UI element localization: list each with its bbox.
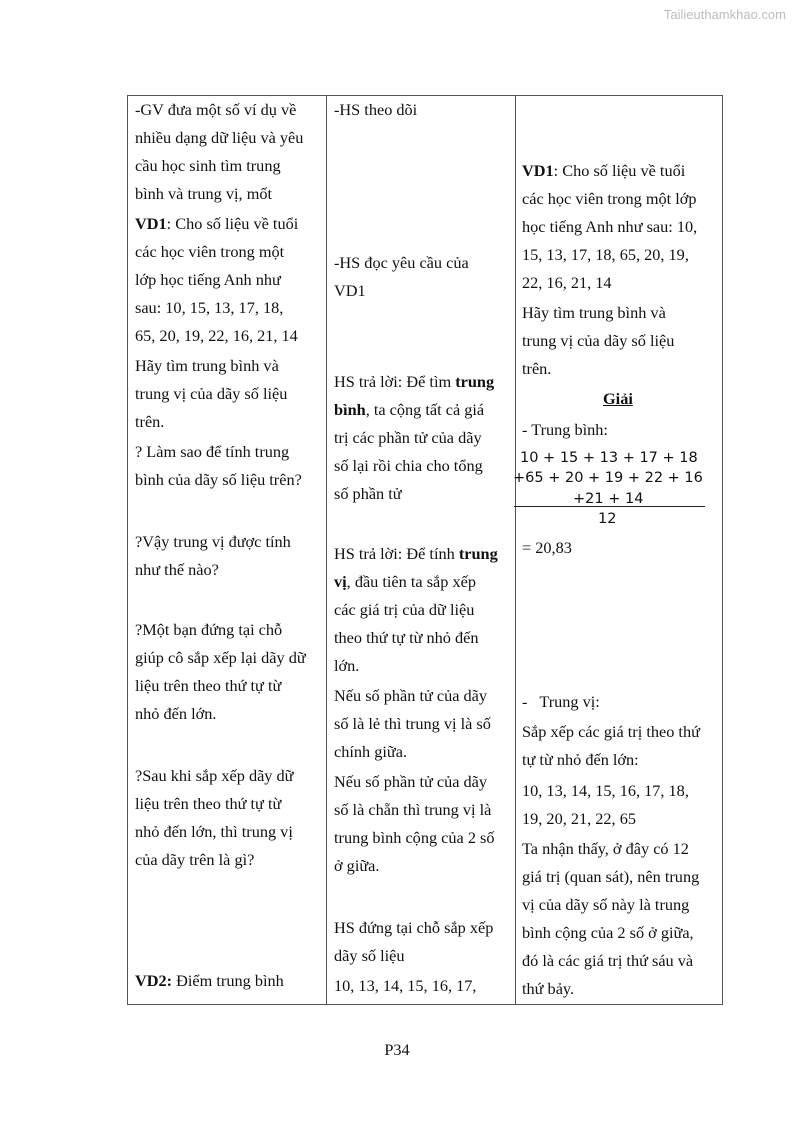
column-divider-2 (515, 96, 516, 1004)
question-line: như thế nào? (135, 560, 219, 579)
text-line: trên. (522, 359, 552, 378)
answer-line (334, 368, 494, 396)
text-line: các học viên trong một lớp (522, 189, 697, 208)
bold-term: trung (458, 544, 498, 563)
text-line: Ta nhận thấy, ở đây có 12 (522, 839, 689, 858)
text-line: Nếu số phần tử của dãy (334, 686, 488, 705)
text-line: 15, 13, 17, 18, 65, 20, 19, (522, 245, 689, 264)
text-line: -GV đưa một số ví dụ về (135, 100, 297, 119)
example-heading (135, 210, 298, 238)
text-line: nhiều dạng dữ liệu và yêu (135, 128, 304, 147)
answer-line (334, 568, 476, 596)
example-heading (522, 157, 685, 185)
text-line: dãy số liệu (334, 946, 405, 965)
text-line: 65, 20, 19, 22, 16, 21, 14 (135, 326, 298, 345)
text-line: đó là các giá trị thứ sáu và (522, 951, 694, 970)
text-line: số là chẵn thì trung vị là (334, 800, 492, 819)
text-line: trung bình cộng của 2 số (334, 828, 495, 847)
text-line: Hãy tìm trung bình và (522, 303, 666, 322)
text-line: trị các phần tử của dãy (334, 428, 482, 447)
vd1-label: VD1 (522, 161, 554, 180)
text-line: học tiếng Anh như sau: 10, (522, 217, 698, 236)
text-line: theo thứ tự từ nhỏ đến (334, 628, 479, 647)
question-line: liệu trên theo thứ tự từ (135, 794, 282, 813)
text-line: bình và trung vị, mốt (135, 184, 273, 203)
text-line: VD1 (334, 281, 366, 300)
text-line: các giá trị của dữ liệu (334, 600, 475, 619)
solution-heading: Giải (603, 389, 633, 408)
text-line: 22, 16, 21, 14 (522, 273, 612, 292)
text-line: thứ bảy. (522, 979, 575, 998)
text-line: lớp học tiếng Anh như (135, 270, 281, 289)
text-line: trung vị của dãy số liệu (522, 331, 675, 350)
result-line: = 20,83 (522, 538, 572, 557)
text-line: cầu học sinh tìm trung (135, 156, 281, 175)
question-line: liệu trên theo thứ tự từ (135, 676, 282, 695)
example-heading (135, 967, 284, 995)
text-line: sau: 10, 15, 13, 17, 18, (135, 298, 284, 317)
text-line: : Cho số liệu về tuổi (553, 161, 686, 180)
text-line: , đầu tiên ta sắp xếp (346, 572, 476, 591)
vd1-label: VD1 (135, 214, 167, 233)
bold-term: trung (455, 372, 495, 391)
text-line: 19, 20, 21, 22, 65 (522, 809, 636, 828)
text-line: HS trả lời: Để tìm (334, 372, 456, 391)
answer-line (334, 396, 484, 424)
text-line: HS đứng tại chỗ sắp xếp (334, 918, 494, 937)
page-number: P34 (384, 1040, 410, 1059)
text-line: tự từ nhỏ đến lớn: (522, 750, 639, 769)
text-line: số phần tử (334, 484, 402, 503)
question-line: nhỏ đến lớn, thì trung vị (135, 822, 293, 841)
text-line: chính giữa. (334, 742, 408, 761)
question-line: ?Vậy trung vị được tính (135, 532, 291, 551)
text-line: số lại rồi chia cho tổng (334, 456, 483, 475)
question-line: ?Một bạn đứng tại chỗ (135, 620, 283, 639)
question-line: của dãy trên là gì? (135, 850, 255, 869)
text-line: Điểm trung bình (172, 971, 284, 990)
fraction-numerator-line: 10 + 15 + 13 + 17 + 18 (520, 450, 698, 466)
text-line: HS trả lời: Để tính (334, 544, 459, 563)
text-line: ở giữa. (334, 856, 380, 875)
text-line: -HS đọc yêu cầu của (334, 253, 469, 272)
text-line: Hãy tìm trung bình và (135, 356, 279, 375)
question-line: giúp cô sắp xếp lại dãy dữ (135, 648, 306, 667)
question-line: ?Sau khi sắp xếp dãy dữ (135, 766, 294, 785)
text-line: các học viên trong một (135, 242, 285, 261)
watermark: Tailieuthamkhao.com (663, 7, 786, 22)
question-line: bình của dãy số liệu trên? (135, 470, 302, 489)
text-line: bình cộng của 2 số ở giữa, (522, 923, 694, 942)
question-line: ? Làm sao để tính trung (135, 442, 290, 461)
bold-term: vị (334, 572, 347, 591)
answer-line (334, 540, 498, 568)
fraction-denominator: 12 (598, 511, 617, 527)
text-line: : Cho số liệu về tuổi (166, 214, 299, 233)
text-line: , ta cộng tất cả giá (365, 400, 485, 419)
text-line: Sắp xếp các giá trị theo thứ (522, 722, 700, 741)
bold-term: bình (334, 400, 366, 419)
text-line: trung vị của dãy số liệu (135, 384, 288, 403)
text-line: 10, 13, 14, 15, 16, 17, (334, 976, 477, 995)
column-divider-1 (326, 96, 327, 1004)
text-line: - Trung vị: (522, 692, 600, 711)
text-line: vị của dãy số này là trung (522, 895, 690, 914)
text-line: trên. (135, 412, 165, 431)
text-line: lớn. (334, 656, 360, 675)
text-line: - Trung bình: (522, 420, 608, 439)
text-line: Nếu số phần tử của dãy (334, 772, 488, 791)
fraction-numerator-line: +21 + 14 (573, 491, 644, 507)
fraction-bar (514, 506, 705, 507)
text-line: 10, 13, 14, 15, 16, 17, 18, (522, 781, 689, 800)
vd2-label: VD2: (135, 971, 173, 990)
text-line: số là lẻ thì trung vị là số (334, 714, 491, 733)
fraction-numerator-line: +65 + 20 + 19 + 22 + 16 (513, 470, 703, 486)
text-line: giá trị (quan sát), nên trung (522, 867, 700, 886)
question-line: nhỏ đến lớn. (135, 704, 217, 723)
text-line: -HS theo dõi (334, 100, 418, 119)
